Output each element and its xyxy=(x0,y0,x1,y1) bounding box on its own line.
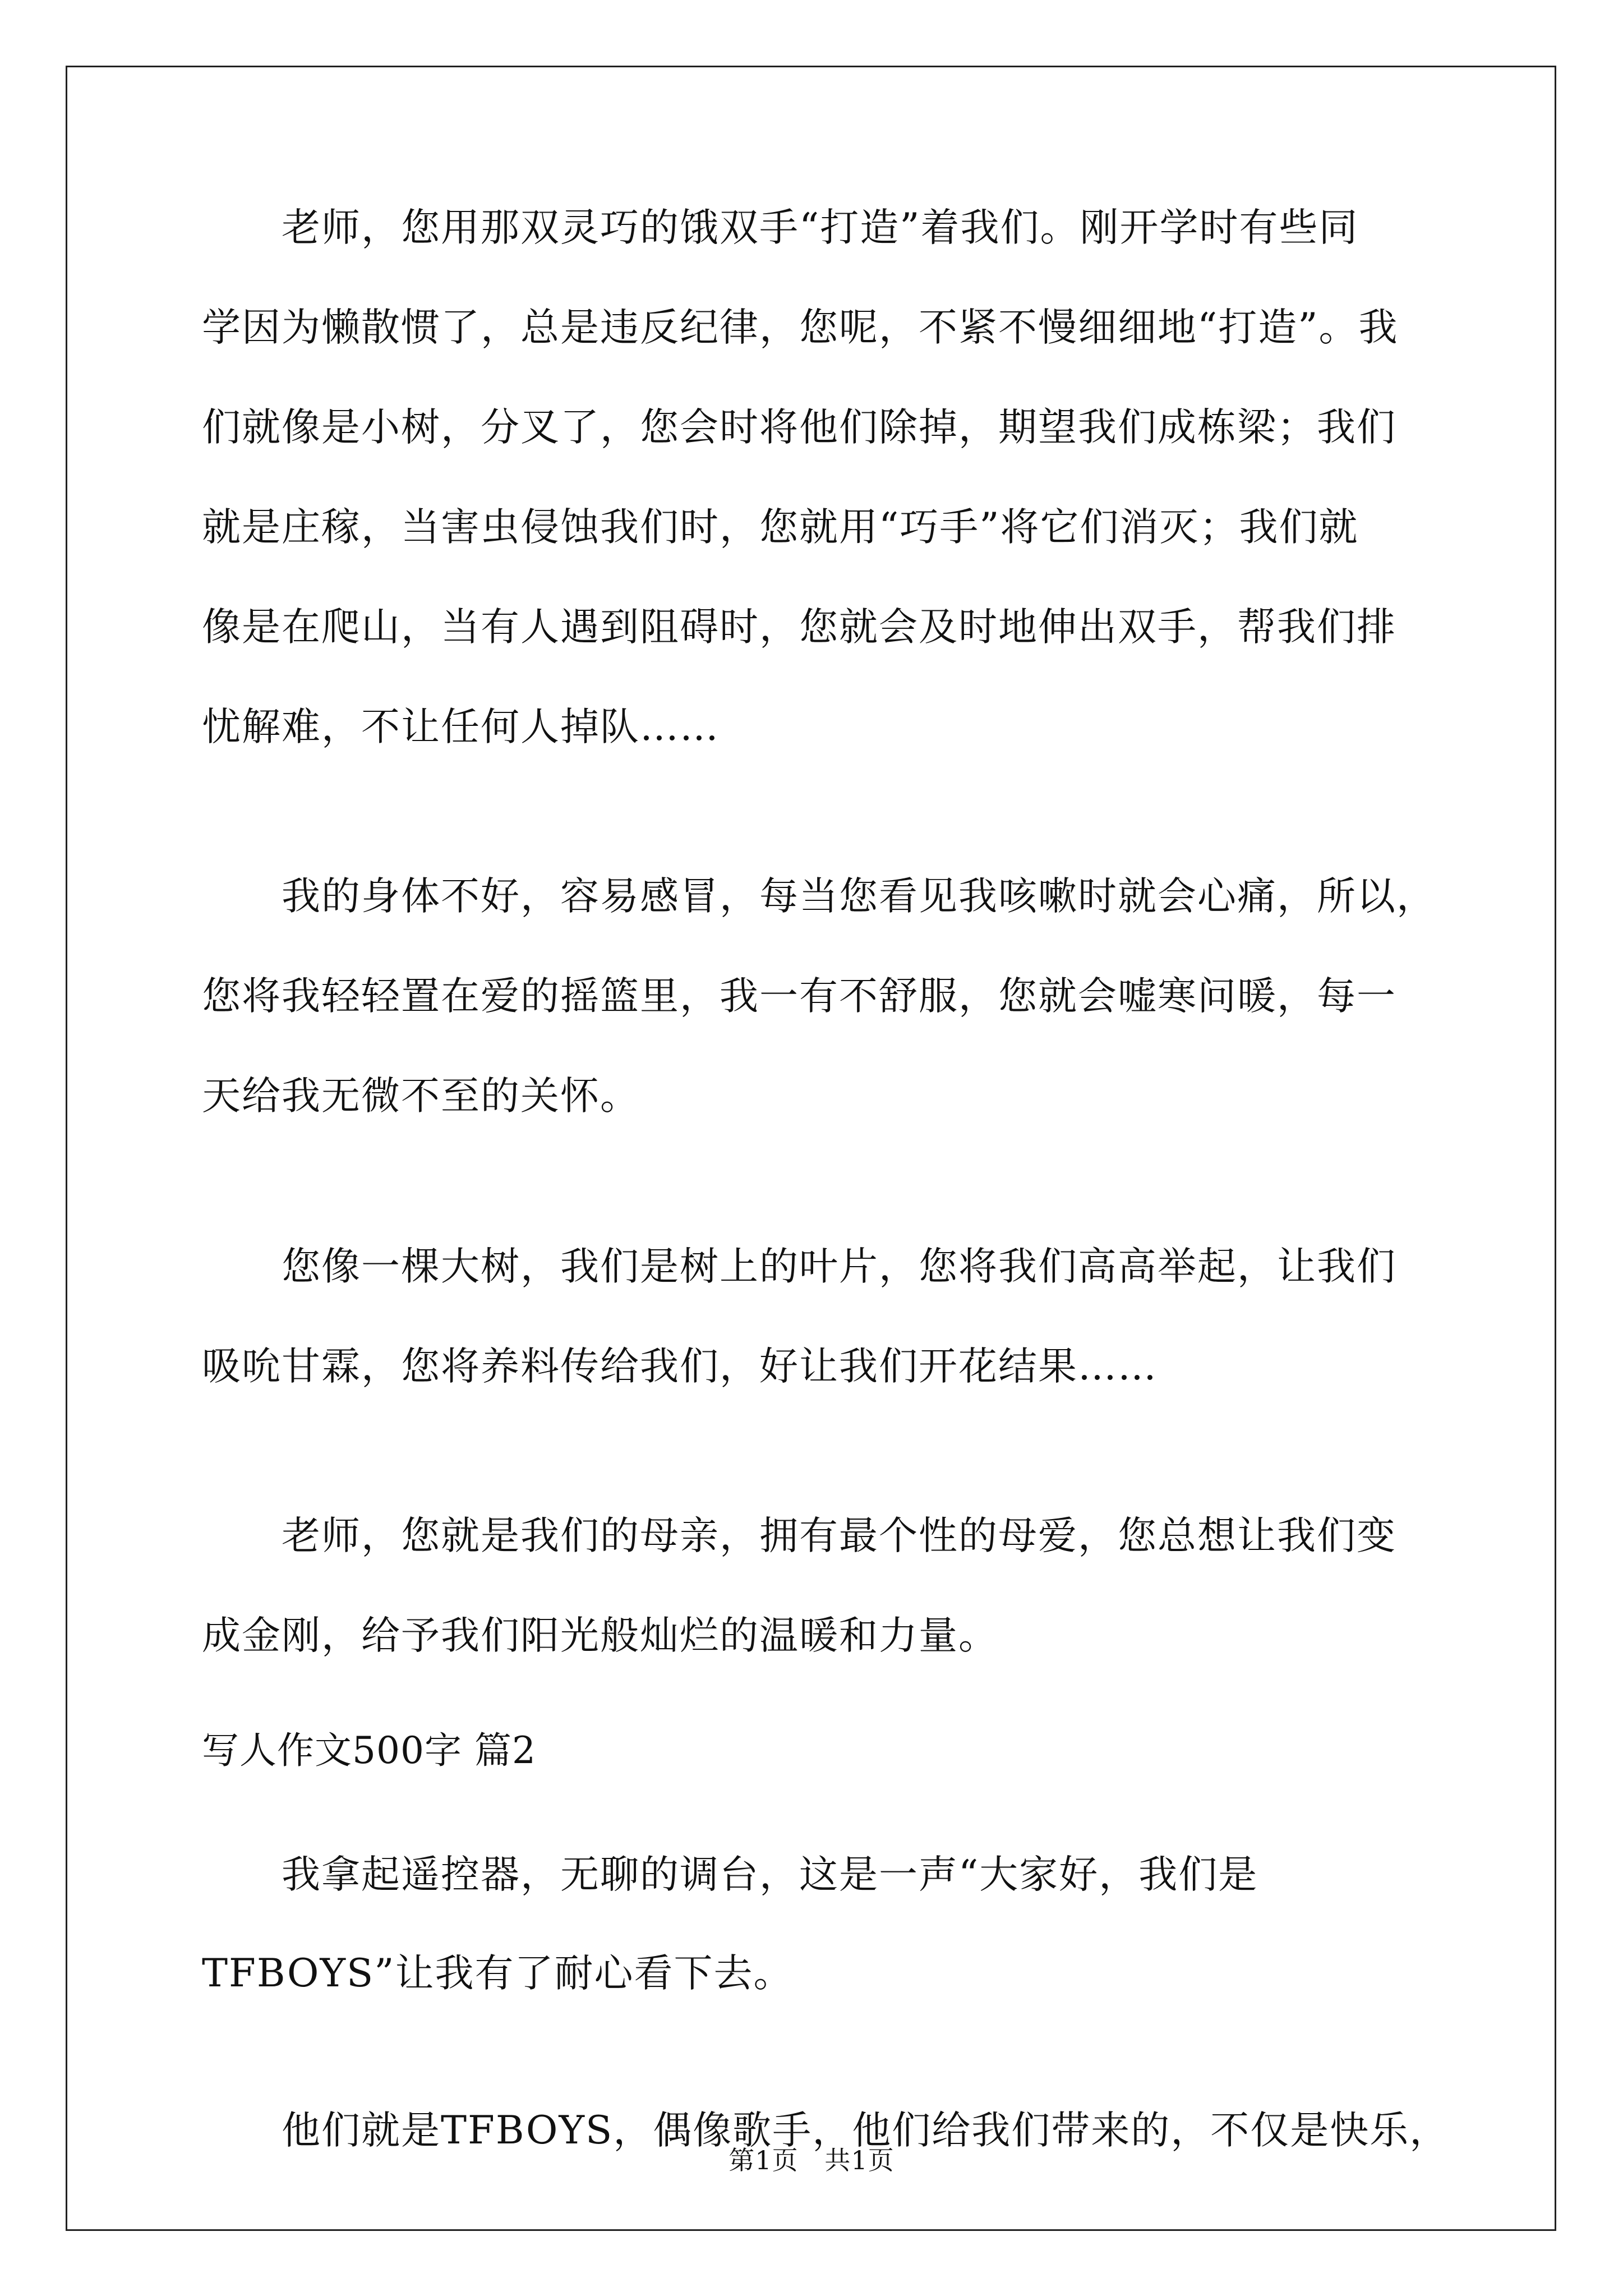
text-line: 们就像是小树，分叉了，您会时将他们除掉，期望我们成栋梁；我们 xyxy=(202,405,1396,450)
page-border xyxy=(66,66,1556,2231)
text-line: 像是在爬山，当有人遇到阻碍时，您就会及时地伸出双手，帮我们排 xyxy=(202,605,1396,650)
text-line: 天给我无微不至的关怀。 xyxy=(202,1074,640,1119)
text-line: TFBOYS”让我有了耐心看下去。 xyxy=(202,1951,794,1996)
text-line: 您像一棵大树，我们是树上的叶片，您将我们高高举起，让我们 xyxy=(202,1244,1396,1289)
text-line: 老师，您用那双灵巧的饿双手“打造”着我们。刚开学时有些同 xyxy=(202,205,1359,250)
text-line: 就是庄稼，当害虫侵蚀我们时，您就用“巧手”将它们消灭；我们就 xyxy=(202,505,1359,550)
text-line: 吸吮甘霖，您将养料传给我们，好让我们开花结果…… xyxy=(202,1344,1158,1389)
text-line: 您将我轻轻置在爱的摇篮里，我一有不舒服，您就会嘘寒问暖，每一 xyxy=(202,974,1396,1019)
text-line: 老师，您就是我们的母亲，拥有最个性的母爱，您总想让我们变 xyxy=(202,1513,1396,1558)
text-line: 我的身体不好，容易感冒，每当您看见我咳嗽时就会心痛，所以， xyxy=(202,874,1436,919)
text-line: 学因为懒散惯了，总是违反纪律，您呢，不紧不慢细细地“打造”。我 xyxy=(202,305,1399,350)
text-line: 我拿起遥控器，无聊的调台，这是一声“大家好，我们是 xyxy=(202,1852,1258,1897)
text-line: 忧解难，不让任何人掉队…… xyxy=(202,705,720,749)
section-heading: 写人作文500字 篇2 xyxy=(202,1729,536,1772)
page-number: 第1页 共1页 xyxy=(728,2145,895,2175)
text-line: 他们就是TFBOYS，偶像歌手，他们给我们带来的，不仅是快乐， xyxy=(202,2108,1450,2153)
text-line: 成金刚，给予我们阳光般灿烂的温暖和力量。 xyxy=(202,1613,998,1658)
